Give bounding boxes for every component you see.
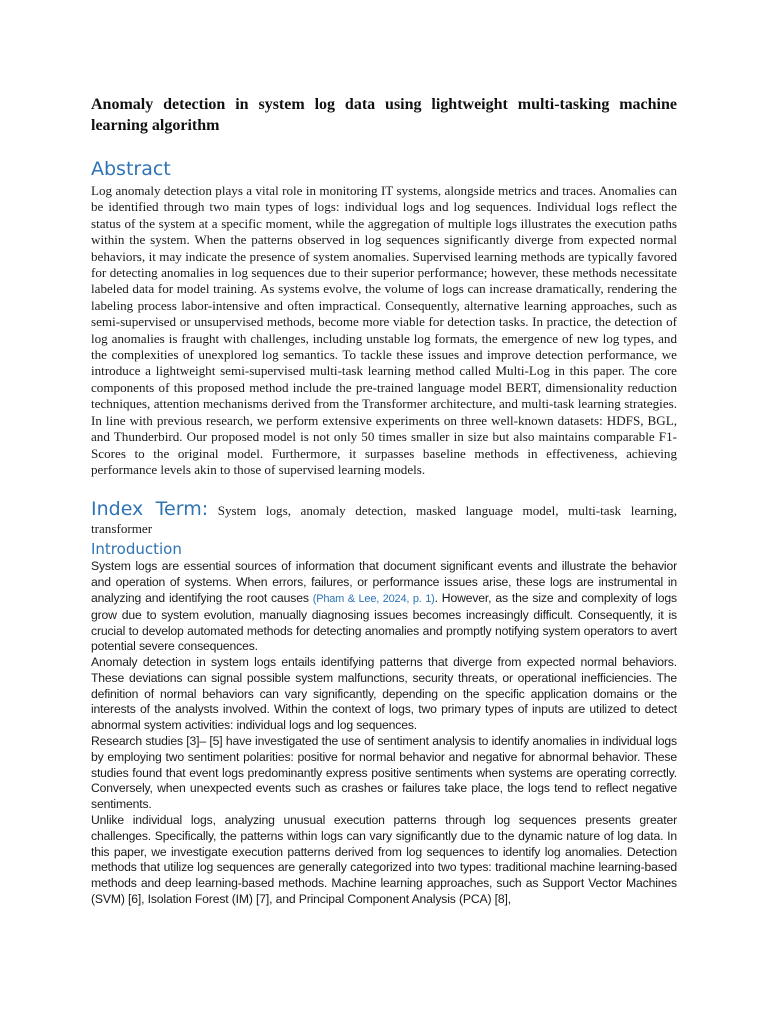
intro-p1-text-end: . However, as the size and complexity of logs grow due to system evolution, manually diagnosing issues becomes increasingly difficult. Consequently, it is crucial to develop automated methods for detecting anomalies and promptly notifying system operators to avert potential severe consequences. xyxy=(91,590,677,654)
intro-paragraph-1 xyxy=(91,559,677,655)
citation-link[interactable]: (Pham & Lee, 2024, p. 1) xyxy=(312,592,435,605)
abstract-text: Log anomaly detection plays a vital role in monitoring IT systems, alongside metrics and traces. Anomalies can be identified through two main types of logs: individual logs and log sequences. Individual logs reflect the status of the system at a specific moment, while the aggregation of multiple logs illustrates the execution paths within the system. When the patterns observed in log sequences significantly diverge from expected normal behaviors, it may indicate the presence of system anomalies. Supervised learning methods are typically favored for detecting anomalies in log sequences due to their superior performance; however, these methods necessitate labeled data for model training. As systems evolve, the volume of logs can increase dramatically, rendering the labeling process labor-intensive and often impractical. Consequently, alternative learning approaches, such as semi-supervised or unsupervised methods, become more viable for detection tasks. In practice, the detection of log anomalies is fraught with challenges, including unstable log formats, the emergence of new log types, and the complexities of unexplored log semantics. To tackle these issues and improve detection performance, we introduce a lightweight semi-supervised multi-task learning method called Multi-Log in this paper. The core components of this proposed method include the pre-trained language model BERT, dimensionality reduction techniques, attention mechanisms derived from the Transformer architecture, and multi-task learning strategies. In line with previous research, we perform extensive experiments on three well-known datasets: HDFS, BGL, and Thunderbird. Our proposed model is not only 50 times smaller in size but also maintains comparable F1-Scores to the original model. Furthermore, it surpasses baseline methods in effectiveness, achieving performance levels akin to those of supervised learning models. xyxy=(91,183,677,477)
intro-p1-text-start: System logs are essential sources of information that document significant events and illustrate the behavior and operation of systems. When errors, failures, or performance issues arise, these logs are instrumental in analyzing and identifying the root causes xyxy=(91,559,677,605)
paper-title: Anomaly detection in system log data using lightweight multi-tasking machine learning algorithm xyxy=(91,96,677,134)
index-terms-block xyxy=(91,498,677,537)
index-terms-label: Index Term: xyxy=(91,498,209,521)
intro-paragraph-3: Research studies [3]– [5] have investigated the use of sentiment analysis to identify anomalies in individual logs by employing two sentiment polarities: positive for normal behavior and negative for abnormal behavior. These studies found that event logs predominantly express positive sentiments when systems are operating correctly. Conversely, when unexpected events such as crashes or failures take place, the logs tend to reflect negative sentiments. xyxy=(91,734,677,812)
index-terms-text: System logs, anomaly detection, masked language model, multi-task learning, transformer xyxy=(91,503,677,537)
intro-paragraph-2: Anomaly detection in system logs entails identifying patterns that diverge from expected normal behaviors. These deviations can signal possible system malfunctions, security threats, or operational inefficiencies. The definition of normal behaviors can vary significantly, depending on the specific application domains or the interests of the analysts involved. Within the context of logs, two primary types of inputs are utilized to detect abnormal system activities: individual logs and log sequences. xyxy=(91,655,677,733)
intro-paragraph-4: Unlike individual logs, analyzing unusual execution patterns through log sequences presents greater challenges. Specifically, the patterns within logs can vary significantly due to the dynamic nature of log data. In this paper, we investigate execution patterns derived from log sequences to identify log anomalies. Detection methods that utilize log sequences are generally categorized into two types: traditional machine learning-based methods and deep learning-based methods. Machine learning approaches, such as Support Vector Machines (SVM) [6], Isolation Forest (IM) [7], and Principal Component Analysis (PCA) [8], xyxy=(91,813,677,907)
paper-page xyxy=(91,94,677,908)
abstract-heading: Abstract xyxy=(91,158,171,180)
introduction-heading: Introduction xyxy=(91,540,182,559)
